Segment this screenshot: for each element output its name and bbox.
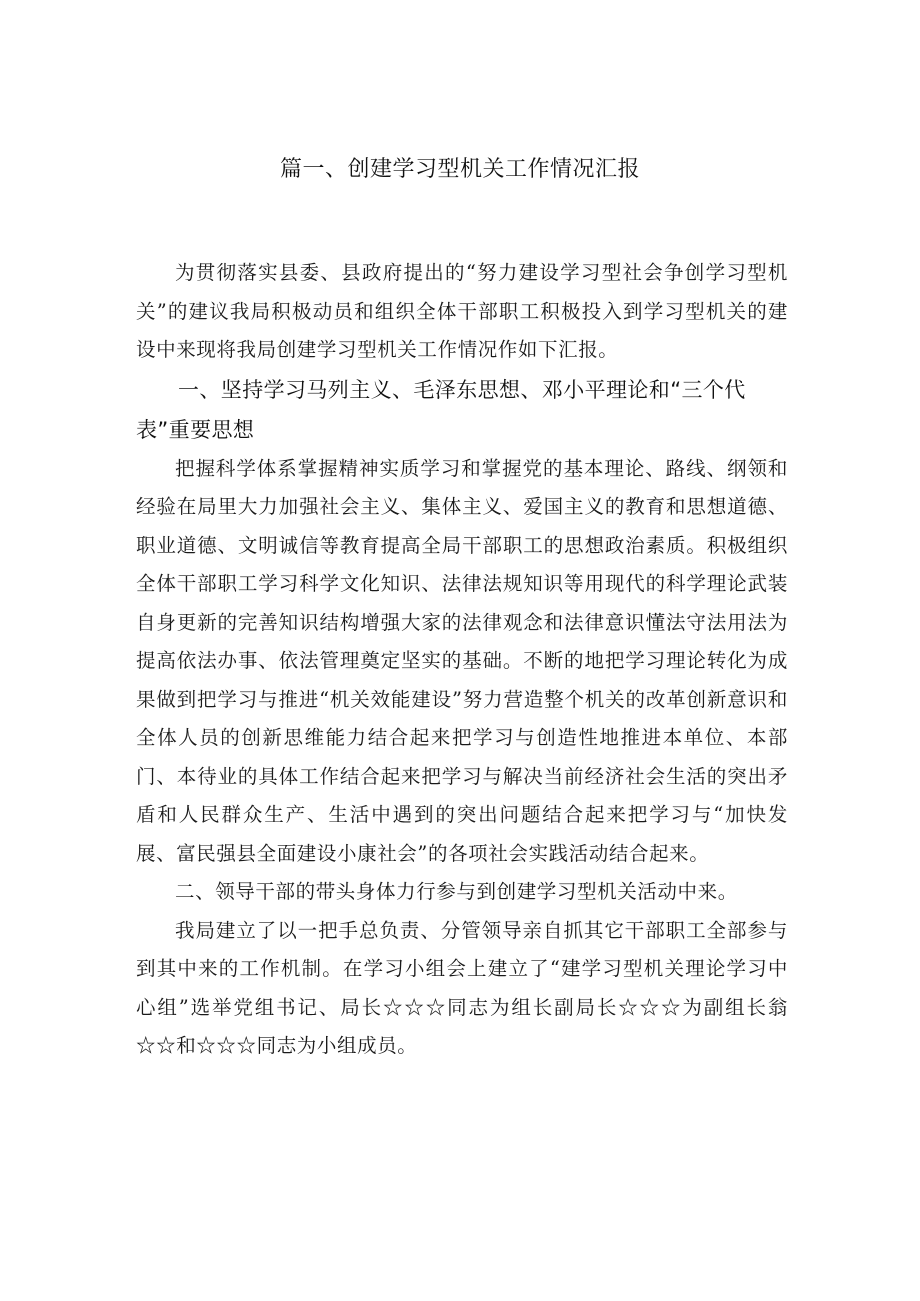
section-1-heading: 一、坚持学习马列主义、毛泽东思想、邓小平理论和“三个代表”重要思想 <box>136 377 746 442</box>
document-body <box>136 254 788 1066</box>
intro-paragraph: 为贯彻落实县委、县政府提出的“努力建设学习型社会争创学习型机关”的建议我局积极动员和组织全体干部职工积极投入到学习型机关的建设中来现将我局创建学习型机关工作情况作如下汇报。 <box>136 261 788 361</box>
document-title: 篇一、创建学习型机关工作情况汇报 <box>279 157 640 182</box>
section-2-paragraph: 我局建立了以一把手总负责、分管领导亲自抓其它干部职工全部参与到其中来的工作机制。在学习小组会上建立了“建学习型机关理论学习中心组”选举党组书记、局长☆☆☆同志为组长副局长☆☆☆为副组长翁☆☆和☆☆☆同志为小组成员。 <box>136 918 788 1057</box>
section-2-heading: 二、领导干部的带头身体力行参与到创建学习型机关活动中来。 <box>175 880 738 903</box>
section-1-paragraph: 把握科学体系掌握精神实质学习和掌握党的基本理论、路线、纲领和经验在局里大力加强社会主义、集体主义、爱国主义的教育和思想道德、职业道德、文明诚信等教育提高全局干部职工的思想政治素质。积极组织全体干部职工学习科学文化知识、法律法规知识等用现代的科学理论武装自身更新的完善知识结构增强大家的法律观念和法律意识懂法守法用法为提高依法办事、依法管理奠定坚实的基础。不断的地把学习理论转化为成果做到把学习与推进“机关效能建设”努力营造整个机关的改革创新意识和全体人员的创新思维能力结合起来把学习与创造性地推进本单位、本部门、本待业的具体工作结合起来把学习与解决当前经济社会生活的突出矛盾和人民群众生产、生活中遇到的突出问题结合起来把学习与“加快发展、富民强县全面建设小康社会”的各项社会实践活动结合起来。 <box>136 456 788 865</box>
